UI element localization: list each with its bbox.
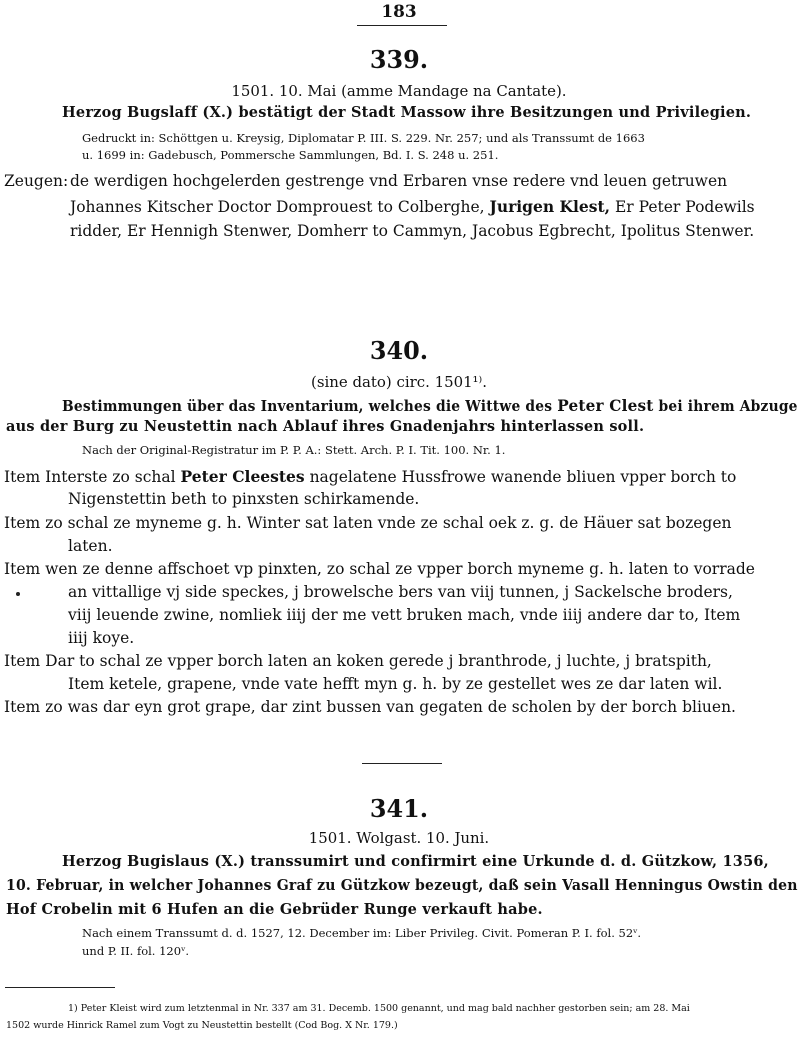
item-1-name: Peter Cleestes: [180, 467, 305, 486]
document-date-340: (sine dato) circ. 1501¹⁾.: [311, 373, 487, 391]
footnote-line-2: 1502 wurde Hinrick Ramel zum Vogt zu Neustettin bestellt (Cod Bog. X Nr. 179.): [6, 1020, 398, 1031]
summary-340-start: Bestimmungen über das Inventarium, welches die Wittwe des: [62, 398, 553, 415]
item-5-line-1: Item zo was dar eyn grot grape, dar zint bussen van gegaten de scholen by der borch bliuen.: [4, 698, 736, 716]
source-note-339-line-2: u. 1699 in: Gadebusch, Pommersche Sammlungen, Bd. I. S. 248 u. 251.: [82, 148, 499, 162]
item-3-line-4: iiij koye.: [68, 629, 135, 647]
section-divider: [362, 763, 442, 764]
summary-340-name: Peter Clest: [557, 396, 654, 415]
witness-line-1: de werdigen hochgelerden gestrenge vnd Erbaren vnse redere vnd leuen getruwen: [70, 172, 728, 190]
document-summary-341-line-1: Herzog Bugislaus (X.) transsumirt und confirmirt eine Urkunde d. d. Gützkow, 1356,: [62, 853, 769, 870]
witness-label: Zeugen:: [4, 172, 69, 190]
item-1-line-1: [4, 467, 736, 486]
item-2-line-1: Item zo schal ze myneme g. h. Winter sat laten vnde ze schal oek z. g. de Häuer sat bozegen: [4, 514, 732, 532]
document-summary-340-line-1: [62, 396, 798, 415]
document-summary-339: Herzog Bugslaff (X.) bestätigt der Stadt Massow ihre Besitzungen und Privilegien.: [62, 104, 752, 121]
margin-mark: [16, 592, 20, 596]
header-rule: [357, 25, 447, 26]
document-number-339: 339.: [369, 45, 429, 74]
document-summary-341-line-3: Hof Crobelin mit 6 Hufen an die Gebrüder Runge verkauft habe.: [6, 901, 543, 918]
document-summary-341-line-2: 10. Februar, in welcher Johannes Graf zu Gützkow bezeugt, daß sein Vasall Henningus Owstin den: [6, 877, 798, 894]
document-date-341: 1501. Wolgast. 10. Juni.: [308, 829, 490, 847]
document-summary-340-line-2: aus der Burg zu Neustettin nach Ablauf ihres Gnadenjahrs hinterlassen soll.: [6, 418, 645, 435]
item-3-line-3: viij leuende zwine, nomliek iiij der me vett bruken mach, vnde iiij andere dar to, Item: [68, 606, 741, 624]
item-4-line-2: Item ketele, grapene, vnde vate hefft myn g. h. by ze gestellet wes ze dar laten wil.: [68, 675, 723, 693]
summary-340-end: bei ihrem Abzuge: [658, 398, 798, 415]
item-1-start: Item Interste zo schal: [4, 468, 176, 486]
document-number-341: 341.: [369, 794, 429, 823]
document-number-340: 340.: [369, 336, 429, 365]
witness-line-2-start: Johannes Kitscher Doctor Domprouest to Colberghe,: [70, 198, 485, 216]
witness-line-3: ridder, Er Hennigh Stenwer, Domherr to Cammyn, Jacobus Egbrecht, Ipolitus Stenwer.: [70, 222, 755, 240]
item-1-line-2: Nigenstettin beth to pinxsten schirkamende.: [68, 490, 420, 508]
source-note-341-line-2: und P. II. fol. 120ᵛ.: [82, 944, 190, 958]
footnote-rule: [5, 987, 115, 988]
item-3-line-1: Item wen ze denne affschoet vp pinxten, zo schal ze vpper borch myneme g. h. laten to vorrade: [4, 560, 755, 578]
witness-name-jurigen-klest: Jurigen Klest,: [489, 197, 611, 216]
document-date-339: 1501. 10. Mai (amme Mandage na Cantate).: [231, 82, 567, 100]
item-1-end: nagelatene Hussfrowe wanende bliuen vpper borch to: [309, 468, 737, 486]
source-note-340: Nach der Original-Registratur im P. P. A.: Stett. Arch. P. I. Tit. 100. Nr. 1.: [82, 443, 506, 457]
witness-line-2-end: Er Peter Podewils: [614, 198, 755, 216]
item-4-line-1: Item Dar to schal ze vpper borch laten an koken gerede j branthrode, j luchte, j bratspith,: [4, 652, 712, 670]
source-note-339-line-1: Gedruckt in: Schöttgen u. Kreysig, Diplomatar P. III. S. 229. Nr. 257; und als Transsumt de 1663: [82, 131, 645, 145]
source-note-341-line-1: Nach einem Transsumt d. d. 1527, 12. December im: Liber Privileg. Civit. Pomeran P. I. fol. 52ᵛ.: [82, 926, 642, 940]
witness-line-2: [70, 197, 755, 216]
page-number: 183: [381, 2, 417, 22]
item-2-line-2: laten.: [68, 537, 113, 555]
item-3-line-2: an vittallige vj side speckes, j browelsche bers van viij tunnen, j Sackelsche broders,: [68, 583, 733, 601]
footnote-line-1: 1) Peter Kleist wird zum letztenmal in Nr. 337 am 31. Decemb. 1500 genannt, und mag bald nachher gestorben sein; am 28. Mai: [68, 1003, 690, 1014]
